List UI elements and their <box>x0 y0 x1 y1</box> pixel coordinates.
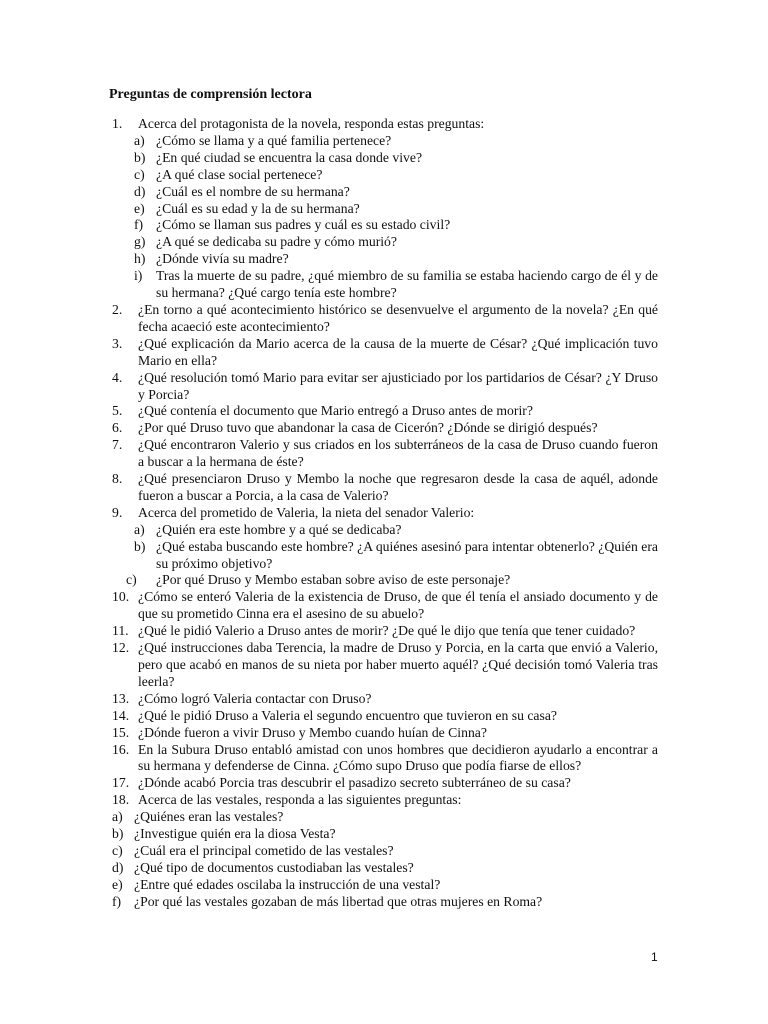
item-number: 12. <box>112 640 130 656</box>
sub-question-item <box>126 572 658 589</box>
item-number: 7. <box>112 437 123 453</box>
sub-question-item <box>134 539 658 573</box>
sub-question-item <box>134 167 658 184</box>
sub-question-item <box>134 268 658 302</box>
sub-question-item <box>134 133 658 150</box>
page-title: Preguntas de comprensión lectora <box>109 87 312 102</box>
item-number: a) <box>134 132 145 148</box>
item-number: e) <box>134 200 145 216</box>
question-item <box>112 725 658 742</box>
item-number: 13. <box>112 690 130 706</box>
item-number: h) <box>134 251 146 267</box>
item-number: c) <box>126 572 137 588</box>
question-item <box>112 640 658 691</box>
item-number: a) <box>134 521 145 537</box>
item-text: Acerca del protagonista de la novela, responda estas preguntas: <box>138 116 485 131</box>
item-text: ¿Cómo logró Valeria contactar con Druso? <box>138 690 372 706</box>
item-text: ¿Dónde acabó Porcia tras descubrir el pasadizo secreto subterráneo de su casa? <box>138 775 571 791</box>
item-number: 5. <box>112 403 123 419</box>
question-item <box>112 336 658 370</box>
item-number: c) <box>112 842 123 858</box>
question-item <box>112 116 658 133</box>
question-item <box>112 302 658 336</box>
item-text: ¿Investigue quién era la diosa Vesta? <box>134 826 336 842</box>
question-item <box>112 623 658 640</box>
item-text: ¿A qué clase social pertenece? <box>156 166 323 182</box>
item-text: ¿Dónde fueron a vivir Druso y Membo cuando huían de Cinna? <box>138 724 487 740</box>
sub-question-item <box>112 894 658 911</box>
item-number: 14. <box>112 707 130 723</box>
item-text: ¿Cuál era el principal cometido de las vestales? <box>134 842 394 858</box>
item-text: ¿En torno a qué acontecimiento histórico se desenvuelve el argumento de la novela? ¿En qué fecha acaeció este acontecimiento? <box>138 301 658 334</box>
item-text: ¿Qué estaba buscando este hombre? ¿A quiénes asesinó para intentar obtenerlo? ¿Quién era su próximo objetivo? <box>156 538 658 571</box>
item-number: e) <box>112 876 123 892</box>
item-text: ¿Por qué Druso tuvo que abandonar la casa de Cicerón? ¿Dónde se dirigió después? <box>138 420 598 436</box>
item-number: f) <box>112 893 122 909</box>
sub-question-item <box>134 184 658 201</box>
question-item <box>112 403 658 420</box>
item-text: ¿Por qué Druso y Membo estaban sobre aviso de este personaje? <box>156 572 511 588</box>
sub-question-item <box>134 150 658 167</box>
item-text: Tras la muerte de su padre, ¿qué miembro de su familia se estaba haciendo cargo de él y de su hermana? ¿Qué cargo tenía este hombre? <box>156 268 658 301</box>
question-list <box>112 116 658 911</box>
item-number: 16. <box>112 741 130 757</box>
item-text: ¿Qué le pidió Druso a Valeria el segundo encuentro que tuvieron en su casa? <box>138 707 557 723</box>
page-number: 1 <box>651 950 658 964</box>
sub-question-item <box>112 843 658 860</box>
item-number: b) <box>134 538 146 554</box>
item-text: ¿Qué contenía el documento que Mario entregó a Druso antes de morir? <box>138 403 533 419</box>
sub-question-item <box>134 217 658 234</box>
item-text: ¿Cómo se llama y a qué familia pertenece? <box>156 132 392 148</box>
item-text: Acerca del prometido de Valeria, la nieta del senador Valerio: <box>138 504 475 520</box>
question-item <box>112 691 658 708</box>
sub-question-item <box>134 234 658 251</box>
item-text: ¿A qué se dedicaba su padre y cómo murió? <box>156 234 397 250</box>
item-text: ¿Qué explicación da Mario acerca de la causa de la muerte de César? ¿Qué implicación tuvo Mario en ella? <box>138 335 658 368</box>
sub-question-item <box>134 522 658 539</box>
item-number: 11. <box>112 623 129 639</box>
item-number: a) <box>112 809 123 825</box>
question-item <box>112 742 658 776</box>
item-text: ¿Qué instrucciones daba Terencia, la madre de Druso y Porcia, en la carta que envió a Valerio, pero que acabó en manos de su nieta por haber muerto aquél? ¿Qué decisión tomó Valeria tras leerla? <box>138 640 658 689</box>
sub-question-item <box>112 860 658 877</box>
question-item <box>112 708 658 725</box>
question-item <box>112 437 658 471</box>
item-number: 6. <box>112 420 123 436</box>
item-text: ¿Por qué las vestales gozaban de más libertad que otras mujeres en Roma? <box>134 893 543 909</box>
question-item <box>112 792 658 809</box>
item-text: ¿Entre qué edades oscilaba la instrucción de una vestal? <box>134 876 441 892</box>
item-text: ¿Cuál es su edad y la de su hermana? <box>156 200 360 216</box>
item-text: ¿Qué presenciaron Druso y Membo la noche que regresaron desde la casa de aquél, adonde fueron a buscar a Porcia, a la casa de Valerio? <box>138 471 658 503</box>
question-item <box>112 420 658 437</box>
question-item <box>112 589 658 623</box>
item-number: 10. <box>112 589 130 605</box>
item-text: Acerca de las vestales, responda a las siguientes preguntas: <box>138 792 462 808</box>
item-number: f) <box>134 217 144 233</box>
item-text: ¿Quién era este hombre y a qué se dedicaba? <box>156 521 402 537</box>
item-text: ¿Qué encontraron Valerio y sus criados en los subterráneos de la casa de Druso cuando fueron a buscar a la hermana de éste? <box>138 437 658 470</box>
item-number: 1. <box>112 116 123 131</box>
sub-question-item <box>112 826 658 843</box>
sub-question-item <box>134 251 658 268</box>
item-text: ¿Qué tipo de documentos custodiaban las vestales? <box>134 859 414 875</box>
item-number: b) <box>134 149 146 165</box>
item-text: ¿Quiénes eran las vestales? <box>134 809 284 825</box>
item-number: 2. <box>112 301 123 317</box>
question-item <box>112 471 658 505</box>
item-text: ¿Dónde vivía su madre? <box>156 251 289 267</box>
item-number: 9. <box>112 504 123 520</box>
question-item <box>112 775 658 792</box>
item-number: 15. <box>112 724 130 740</box>
sub-question-item <box>134 201 658 218</box>
sub-question-item <box>112 877 658 894</box>
item-text: ¿Cuál es el nombre de su hermana? <box>156 183 350 199</box>
item-number: 17. <box>112 775 130 791</box>
item-number: d) <box>134 183 146 199</box>
item-number: 8. <box>112 471 123 487</box>
item-number: i) <box>134 268 143 284</box>
item-number: 18. <box>112 792 130 808</box>
item-text: ¿Cómo se enteró Valeria de la existencia de Druso, de que él tenía el ansiado documento y de que su prometido Cinna era el asesino de su abuelo? <box>138 589 658 622</box>
sub-question-item <box>112 809 658 826</box>
item-text: ¿En qué ciudad se encuentra la casa donde vive? <box>156 149 423 165</box>
item-number: 4. <box>112 369 123 385</box>
item-number: g) <box>134 234 146 250</box>
item-text: ¿Qué resolución tomó Mario para evitar ser ajusticiado por los partidarios de César? ¿Y Druso y Porcia? <box>138 369 658 402</box>
question-item <box>112 370 658 404</box>
item-number: b) <box>112 826 124 842</box>
item-number: d) <box>112 859 124 875</box>
item-number: 3. <box>112 335 123 351</box>
question-item <box>112 505 658 522</box>
item-text: ¿Qué le pidió Valerio a Druso antes de morir? ¿De qué le dijo que tenía que tener cuidado? <box>138 623 636 639</box>
item-text: En la Subura Druso entabló amistad con unos hombres que decidieron ayudarlo a encontrar a su hermana y defenderse de Cinna. ¿Cómo supo Druso que podía fiarse de ellos? <box>138 741 658 774</box>
item-text: ¿Cómo se llaman sus padres y cuál es su estado civil? <box>156 217 451 233</box>
item-number: c) <box>134 166 145 182</box>
